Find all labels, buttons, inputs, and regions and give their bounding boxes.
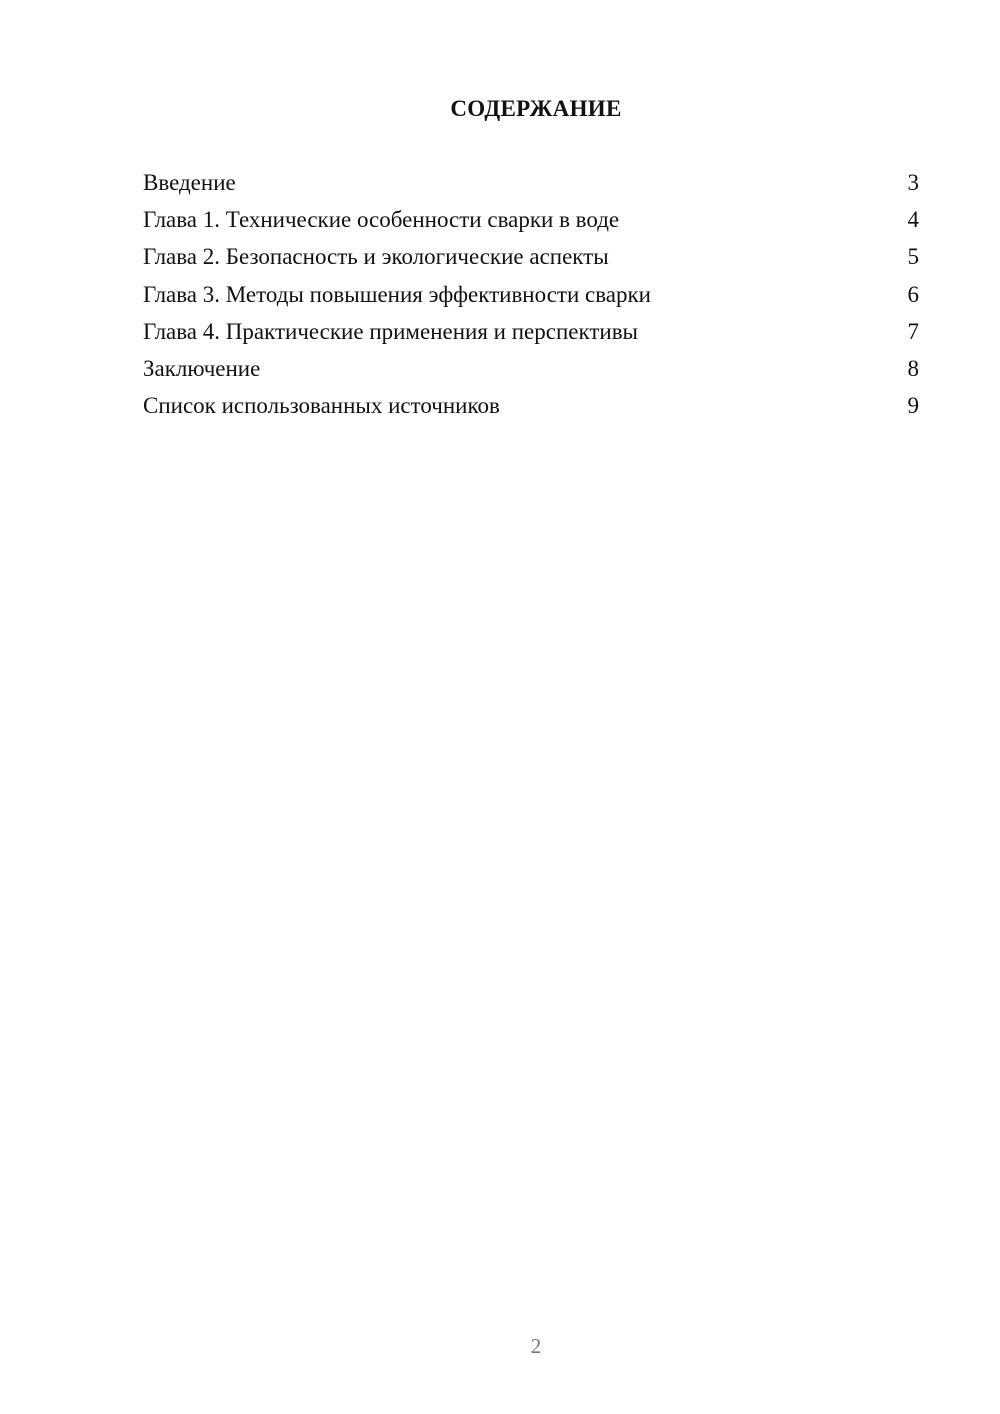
toc-entry-page: 9 — [907, 393, 919, 419]
page-title: СОДЕРЖАНИЕ — [450, 96, 622, 121]
toc-entry — [143, 393, 919, 430]
toc-entry-page: 4 — [907, 207, 919, 233]
toc-entry-label: Глава 2. Безопасность и экологические аспекты — [143, 244, 609, 270]
toc-entry-page: 5 — [907, 244, 919, 270]
toc-entry-label: Глава 1. Технические особенности сварки в воде — [143, 207, 620, 233]
toc-entry-label: Введение — [143, 170, 236, 195]
toc-entry — [143, 170, 919, 207]
toc-entry-page: 6 — [907, 281, 919, 307]
toc-entry-page: 7 — [907, 318, 919, 344]
toc-entry — [143, 244, 919, 281]
page-number: 2 — [530, 1334, 542, 1358]
toc-entry — [143, 319, 919, 356]
toc-entry-label: Список использованных источников — [143, 393, 500, 419]
toc-entry-label: Глава 4. Практические применения и перспективы — [143, 318, 639, 344]
toc-entry — [143, 207, 919, 244]
toc-entry-label: Заключение — [143, 355, 261, 381]
toc-entry — [143, 282, 919, 319]
toc-entry — [143, 356, 919, 393]
toc-entry-page: 8 — [907, 355, 919, 381]
toc-entry-label: Глава 3. Методы повышения эффективности сварки — [143, 281, 651, 307]
table-of-contents — [143, 170, 919, 430]
toc-entry-page: 3 — [907, 170, 919, 195]
